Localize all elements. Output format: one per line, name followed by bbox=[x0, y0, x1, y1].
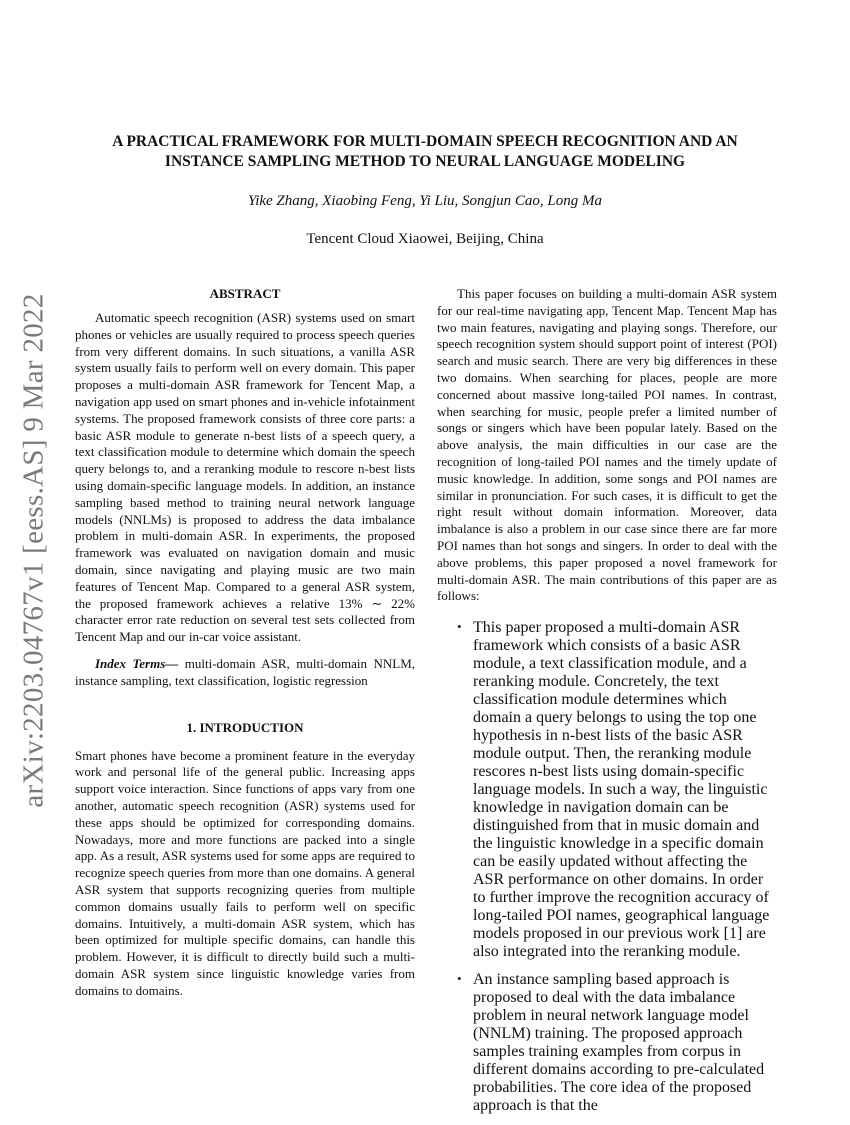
abstract-text: Automatic speech recognition (ASR) systems used on smart phones or vehicles are usually required to process speech queries from very different domains. In such situations, a vanilla ASR system usually fails to perform well on every domain. This paper proposes a multi-domain ASR framework for Tencent Map, a navigation app used on smart phones and in-vehicle infotainment systems. The proposed framework consists of three core parts: a basic ASR module to generate n-best lists of a speech query, a text classification module to determine which domain the speech query belongs to, and a reranking module to rescore n-best lists using domain-specific language models. In addition, an instance sampling based method to training neural network language models (NNLMs) is proposed to address the data imbalance problem in multi-domain ASR. In experiments, the proposed framework was evaluated on navigation domain and music domain, since navigating and playing music are two main features of Tencent Map. Compared to a general ASR system, the proposed framework achieves a relative 13% ∼ 22% character error rate reduction on several test sets collected from Tencent Map and our in-car voice assistant. bbox=[75, 310, 415, 645]
author-list: Yike Zhang, Xiaobing Feng, Yi Liu, Songjun Cao, Long Ma bbox=[247, 193, 603, 209]
introduction-heading: 1. INTRODUCTION bbox=[186, 719, 304, 735]
arxiv-identifier-text: arXiv:2203.04767v1 [eess.AS] 9 Mar 2022 bbox=[17, 292, 50, 808]
left-column bbox=[75, 286, 415, 999]
affiliation: Tencent Cloud Xiaowei, Beijing, China bbox=[306, 231, 544, 247]
introduction-paragraph-1: Smart phones have become a prominent feature in the everyday work and personal life of the general public. Increasing apps support voice interaction. Since functions of apps vary from one another, automatic speech recognition (ASR) systems used for these apps should be optimized for corresponding domains. Nowadays, more and more functions are packed into a single app. As a result, ASR systems used for some apps are required to recognize speech queries from more than one domains. A general ASR system that supports recognizing queries from multiple common domains usually fails to perform well on specific domains. Intuitively, a multi-domain ASR system, which has been optimized for multiple specific domains, can handle this problem. However, it is difficult to directly build such a multi-domain ASR system since linguistic knowledge varies from domains to domains. bbox=[75, 747, 415, 998]
introduction-paragraph-2: This paper focuses on building a multi-domain ASR system for our real-time navigating app, Tencent Map. Tencent Map has two main features, navigating and playing songs. Therefore, our speech recognition system should support point of interest (POI) search and music search. There are very big differences in these two domains. When searching for places, people are more concerned about massive long-tailed POI names. In contrast, when searching for music, people prefer a limited number of songs or singers which have been popular lately. Based on the above analysis, the main difficulties in our case are the recognition of long-tailed POI names and the timely update of music knowledge. In addition, some songs and POI names are similar in pronunciation. For such cases, it is difficult to get the right result without domain information. Moreover, data imbalance is also a problem in our case since there are far more POI names than hot songs and singers. In order to deal with the above problems, this paper proposed a novel framework for multi-domain ASR. The main contributions of this paper are as follows: bbox=[437, 286, 777, 604]
paper-title bbox=[75, 132, 775, 172]
contribution-item-2: • An instance sampling based approach is proposed to deal with the data imbalance problem in neural network language model (NNLM) training. The proposed approach samples training examples from corpus in different domains according to pre-calculated probabilities. The core idea of the proposed approach is that the bbox=[473, 971, 777, 1115]
index-terms-label: Index Terms— bbox=[95, 655, 179, 671]
contributions-list bbox=[437, 619, 777, 1115]
title-line-2: INSTANCE SAMPLING METHOD TO NEURAL LANGUAGE MODELING bbox=[164, 153, 686, 170]
index-terms bbox=[75, 656, 415, 690]
title-line-1: A PRACTICAL FRAMEWORK FOR MULTI-DOMAIN SPEECH RECOGNITION AND AN bbox=[112, 133, 738, 150]
right-column bbox=[437, 286, 777, 1125]
abstract-heading: ABSTRACT bbox=[209, 286, 281, 301]
index-terms-text: multi-domain ASR, multi-domain NNLM, instance sampling, text classification, logistic regression bbox=[75, 655, 416, 688]
arxiv-identifier-stamp bbox=[10, 290, 58, 810]
contribution-item-1: • This paper proposed a multi-domain ASR framework which consists of a basic ASR module, a text classification module, and a reranking module. Concretely, the text classification module determines which domain a query belongs to using the top one hypothesis in n-best lists of the basic ASR module output. Then, the reranking module rescores n-best lists using domain-specific language models. In such a way, the linguistic knowledge in navigation domain can be distinguished from that in music domain and the linguistic knowledge in a specific domain can be easily updated without affecting the ASR performance on other domains. In order to further improve the recognition accuracy of long-tailed POI names, geographical language models proposed in our previous work [1] are also integrated into the reranking module. bbox=[473, 619, 777, 961]
